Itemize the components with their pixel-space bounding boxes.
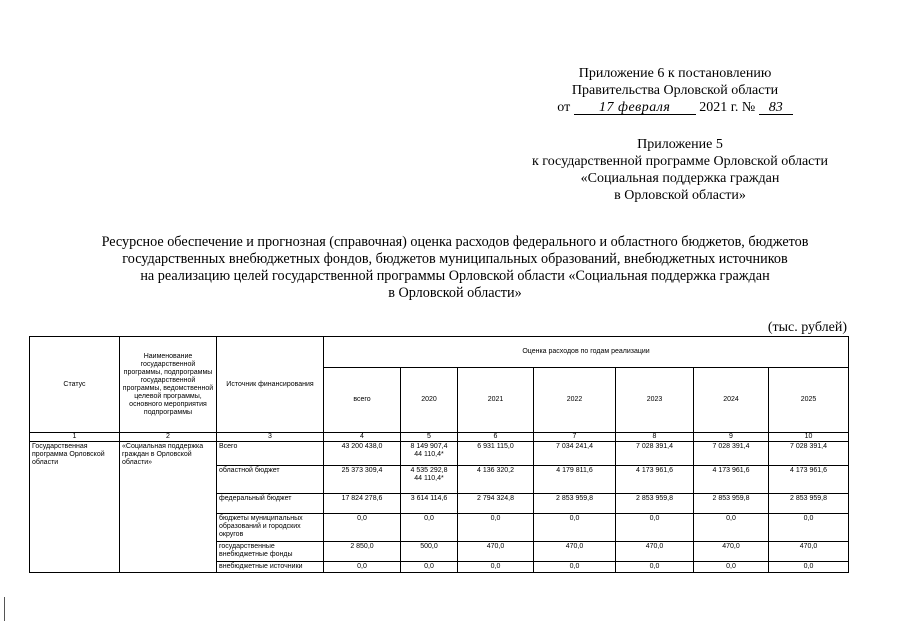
year-2020-cell <box>401 466 458 494</box>
year-2025-cell: 0,0 <box>769 514 849 542</box>
year-2021-cell: 6 931 115,0 <box>458 442 534 466</box>
year-2020-value: 8 149 907,4 <box>410 443 448 450</box>
document-title <box>70 234 840 302</box>
column-number: 9 <box>694 433 769 442</box>
year-2020-note: 44 110,4* <box>414 475 444 482</box>
source-cell: внебюджетные источники <box>217 562 324 573</box>
year-2020-cell <box>401 442 458 466</box>
title-line-1: Ресурсное обеспечение и прогнозная (справочная) оценка расходов федерального и областного бюджетов, бюджетов <box>101 234 809 250</box>
column-number-row <box>30 433 849 442</box>
total-cell: 0,0 <box>324 514 401 542</box>
year-2025-cell: 0,0 <box>769 562 849 573</box>
year-2022-cell: 2 853 959,8 <box>534 494 616 514</box>
header-estimate: Оценка расходов по годам реализации <box>324 337 849 368</box>
column-number: 10 <box>769 433 849 442</box>
header-status: Статус <box>30 337 120 433</box>
year-2024-cell: 2 853 959,8 <box>694 494 769 514</box>
status-cell: Государственная программа Орловской области <box>30 442 120 573</box>
handwritten-number: 83 <box>759 101 793 115</box>
annex-line-4: в Орловской области» <box>614 188 746 203</box>
header-year-2025: 2025 <box>769 368 849 433</box>
header-year-2024: 2024 <box>694 368 769 433</box>
year-2021-cell: 470,0 <box>458 542 534 562</box>
year-2022-cell: 0,0 <box>534 514 616 542</box>
year-2025-cell: 4 173 961,6 <box>769 466 849 494</box>
scan-margin-mark <box>4 597 5 621</box>
total-cell: 25 373 309,4 <box>324 466 401 494</box>
handwritten-date: 17 февраля <box>574 101 696 115</box>
year-2024-cell: 470,0 <box>694 542 769 562</box>
annex-line-1: Приложение 5 <box>637 137 723 152</box>
header-date-line <box>555 99 795 116</box>
source-cell: бюджеты муниципальных образований и городских округов <box>217 514 324 542</box>
column-number: 3 <box>217 433 324 442</box>
year-2020-cell: 0,0 <box>401 562 458 573</box>
year-2020-note: 44 110,4* <box>414 451 444 458</box>
source-cell: государственные внебюджетные фонды <box>217 542 324 562</box>
header-line-1: Приложение 6 к постановлению <box>578 66 772 81</box>
year-2022-cell: 470,0 <box>534 542 616 562</box>
column-number: 4 <box>324 433 401 442</box>
year-2022-cell: 7 034 241,4 <box>534 442 616 466</box>
resolution-header <box>555 65 795 116</box>
total-cell: 17 824 278,6 <box>324 494 401 514</box>
year-2023-cell: 0,0 <box>616 562 694 573</box>
year-2021-cell: 0,0 <box>458 562 534 573</box>
total-cell: 2 850,0 <box>324 542 401 562</box>
column-number: 7 <box>534 433 616 442</box>
year-2020-cell: 0,0 <box>401 514 458 542</box>
header-source: Источник финансирования <box>217 337 324 433</box>
year-2023-cell: 2 853 959,8 <box>616 494 694 514</box>
column-number: 8 <box>616 433 694 442</box>
source-cell: областной бюджет <box>217 466 324 494</box>
header-year-2022: 2022 <box>534 368 616 433</box>
year-2024-cell: 7 028 391,4 <box>694 442 769 466</box>
header-year-2021: 2021 <box>458 368 534 433</box>
header-total: всего <box>324 368 401 433</box>
year-2020-cell: 3 614 114,6 <box>401 494 458 514</box>
units-label: (тыс. рублей) <box>767 320 847 335</box>
column-number: 2 <box>120 433 217 442</box>
header-year-2023: 2023 <box>616 368 694 433</box>
column-number: 1 <box>30 433 120 442</box>
column-number: 5 <box>401 433 458 442</box>
header-line-2: Правительства Орловской области <box>571 83 779 98</box>
year-2020-value: 4 535 292,8 <box>410 467 448 474</box>
year-2024-cell: 4 173 961,6 <box>694 466 769 494</box>
year-2024-cell: 0,0 <box>694 562 769 573</box>
year-2021-cell: 2 794 324,8 <box>458 494 534 514</box>
title-line-4: в Орловской области» <box>388 285 522 301</box>
source-cell: федеральный бюджет <box>217 494 324 514</box>
year-2025-cell: 7 028 391,4 <box>769 442 849 466</box>
year-2023-cell: 470,0 <box>616 542 694 562</box>
annex-line-3: «Социальная поддержка граждан <box>580 171 780 186</box>
resource-table <box>29 336 849 573</box>
column-number: 6 <box>458 433 534 442</box>
source-cell: Всего <box>217 442 324 466</box>
year-2022-cell: 4 179 811,6 <box>534 466 616 494</box>
annex-line-2: к государственной программе Орловской области <box>532 154 828 169</box>
header-year-2020: 2020 <box>401 368 458 433</box>
year-2025-cell: 470,0 <box>769 542 849 562</box>
year-2023-cell: 4 173 961,6 <box>616 466 694 494</box>
year-2025-cell: 2 853 959,8 <box>769 494 849 514</box>
title-line-3: на реализацию целей государственной программы Орловской области «Социальная поддержка граждан <box>140 268 770 284</box>
total-cell: 0,0 <box>324 562 401 573</box>
year-2022-cell: 0,0 <box>534 562 616 573</box>
date-prefix: от <box>557 100 571 115</box>
year-2020-cell: 500,0 <box>401 542 458 562</box>
year-2024-cell: 0,0 <box>694 514 769 542</box>
year-2021-cell: 4 136 320,2 <box>458 466 534 494</box>
table-row <box>30 442 849 466</box>
title-line-2: государственных внебюджетных фондов, бюджетов муниципальных образований, внебюджетных источников <box>122 251 788 267</box>
annex-header <box>505 136 855 204</box>
program-name-cell: «Социальная поддержка граждан в Орловской области» <box>120 442 217 573</box>
year-2021-cell: 0,0 <box>458 514 534 542</box>
header-program-name: Наименование государственной программы, подпрограммы государственной программы, ведомственной целевой программы, основного мероприятия подпрограммы <box>120 337 217 433</box>
year-2023-cell: 0,0 <box>616 514 694 542</box>
total-cell: 43 200 438,0 <box>324 442 401 466</box>
year-2023-cell: 7 028 391,4 <box>616 442 694 466</box>
year-text: 2021 г. № <box>699 100 756 115</box>
